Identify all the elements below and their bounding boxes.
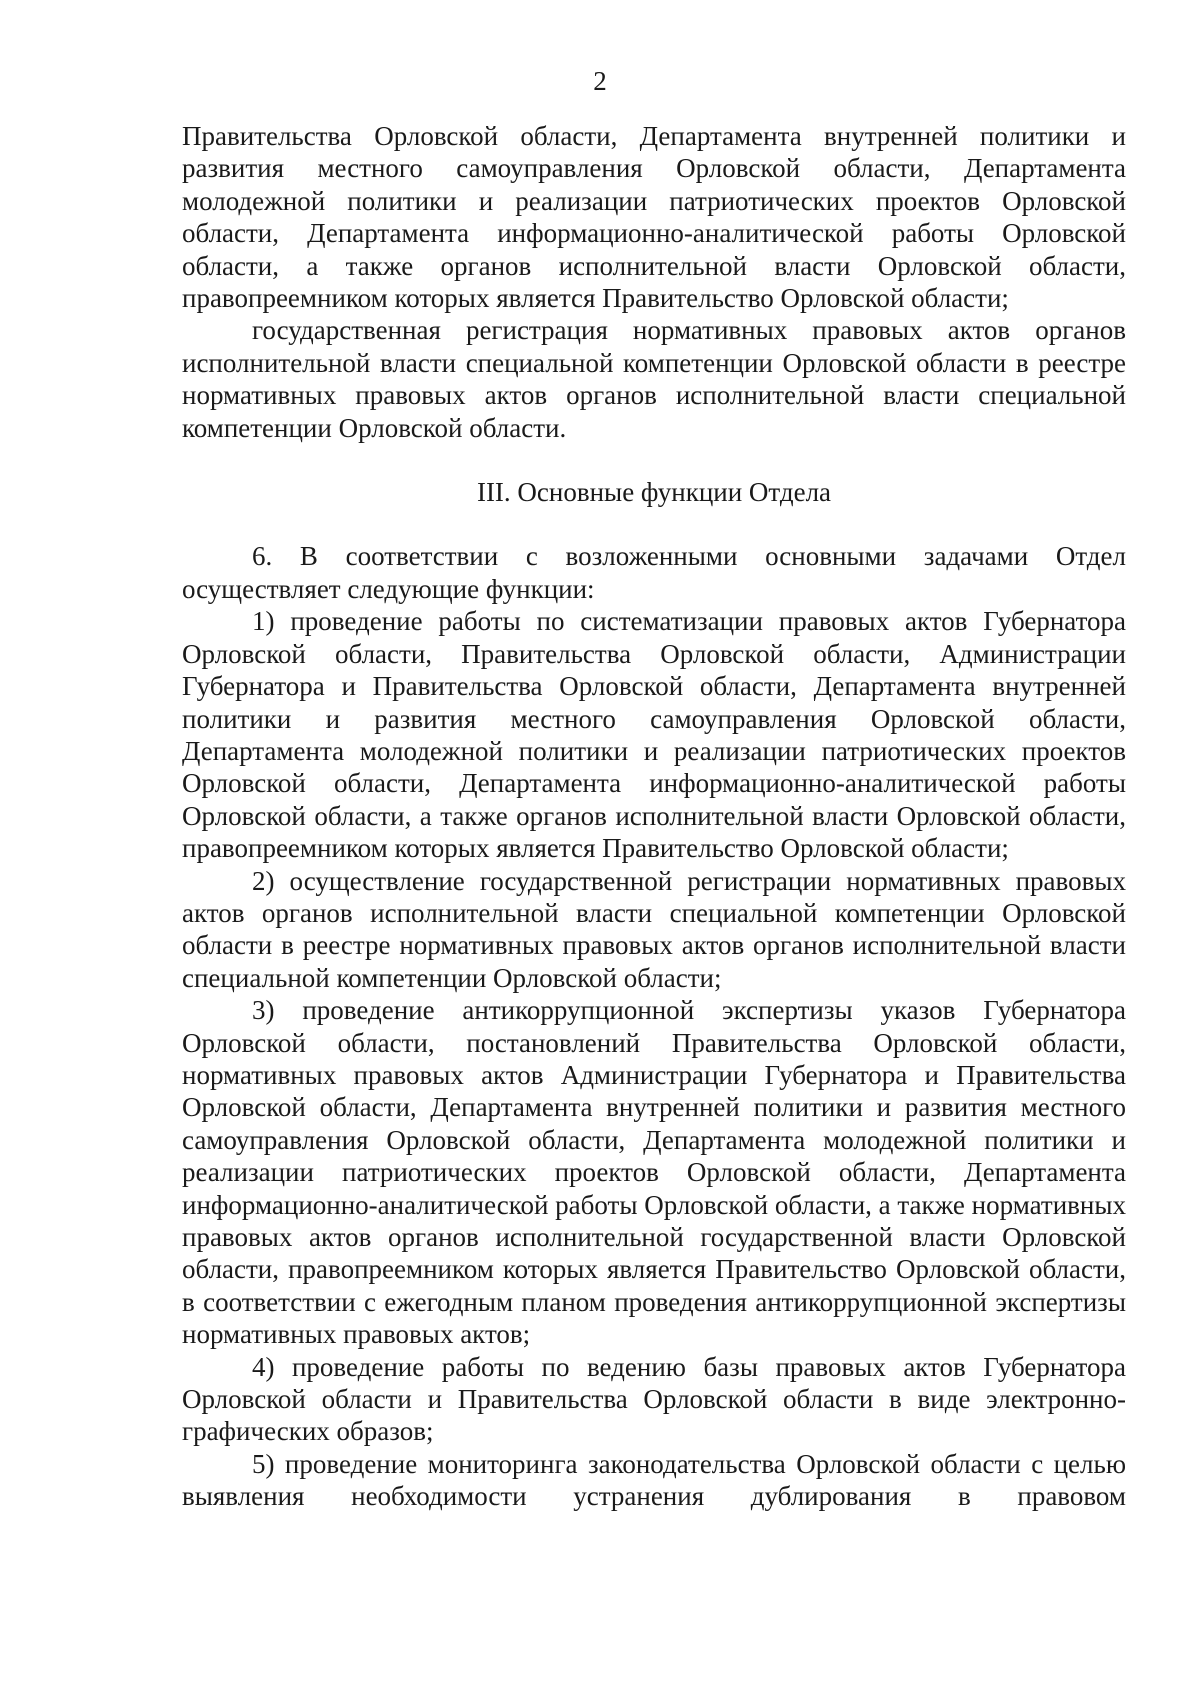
paragraph-state-registration: государственная регистрация нормативных правовых актов органов исполнительной власти специальной компетенции Орловской области в реестре нормативных правовых актов органов исполнительной власти специальной компетенции Орловской области. — [182, 315, 1126, 443]
section-heading: III. Основные функции Отдела — [476, 477, 832, 508]
paragraph-function-1: 1) проведение работы по систематизации правовых актов Губернатора Орловской области, Правительства Орловской области, Администрации Губернатора и Правительства Орловской области, Департамента внутренней политики и развития местного самоуправления Орловской области, Департамента молодежной политики и реализации патриотических проектов Орловской области, Департамента информационно-аналитической работы Орловской области, а также органов исполнительной власти Орловской области, правопреемником которых является Правительство Орловской области; — [182, 606, 1126, 864]
paragraph-function-5: 5) проведение мониторинга законодательства Орловской области с целью выявления необходимости устранения дублирования в правовом — [182, 1448, 1126, 1512]
document-body — [182, 120, 1126, 1513]
paragraph-function-2: 2) осуществление государственной регистрации нормативных правовых актов органов исполнительной власти специальной компетенции Орловской области в реестре нормативных правовых актов органов исполнительной власти специальной компетенции Орловской области; — [182, 865, 1126, 993]
paragraph-continuation: Правительства Орловской области, Департамента внутренней политики и развития местного самоуправления Орловской области, Департамента молодежной политики и реализации патриотических проектов Орловской области, Департамента информационно-аналитической работы Орловской области, а также органов исполнительной власти Орловской области, правопреемником которых является Правительство Орловской области; — [182, 121, 1126, 314]
paragraph-item-6: 6. В соответствии с возложенными основными задачами Отдел осуществляет следующие функции: — [182, 541, 1126, 604]
paragraph-function-3: 3) проведение антикоррупционной экспертизы указов Губернатора Орловской области, постановлений Правительства Орловской области, нормативных правовых актов Администрации Губернатора и Правительства Орловской области, Департамента внутренней политики и развития местного самоуправления Орловской области, Департамента молодежной политики и реализации патриотических проектов Орловской области, Департамента информационно-аналитической работы Орловской области, а также нормативных правовых актов органов исполнительной государственной власти Орловской области, правопреемником которых является Правительство Орловской области, в соответствии с ежегодным планом проведения антикоррупционной экспертизы нормативных правовых актов; — [182, 995, 1126, 1350]
paragraph-function-4: 4) проведение работы по ведению базы правовых актов Губернатора Орловской области и Правительства Орловской области в виде электронно-графических образов; — [182, 1351, 1126, 1447]
page-number: 2 — [593, 66, 607, 96]
